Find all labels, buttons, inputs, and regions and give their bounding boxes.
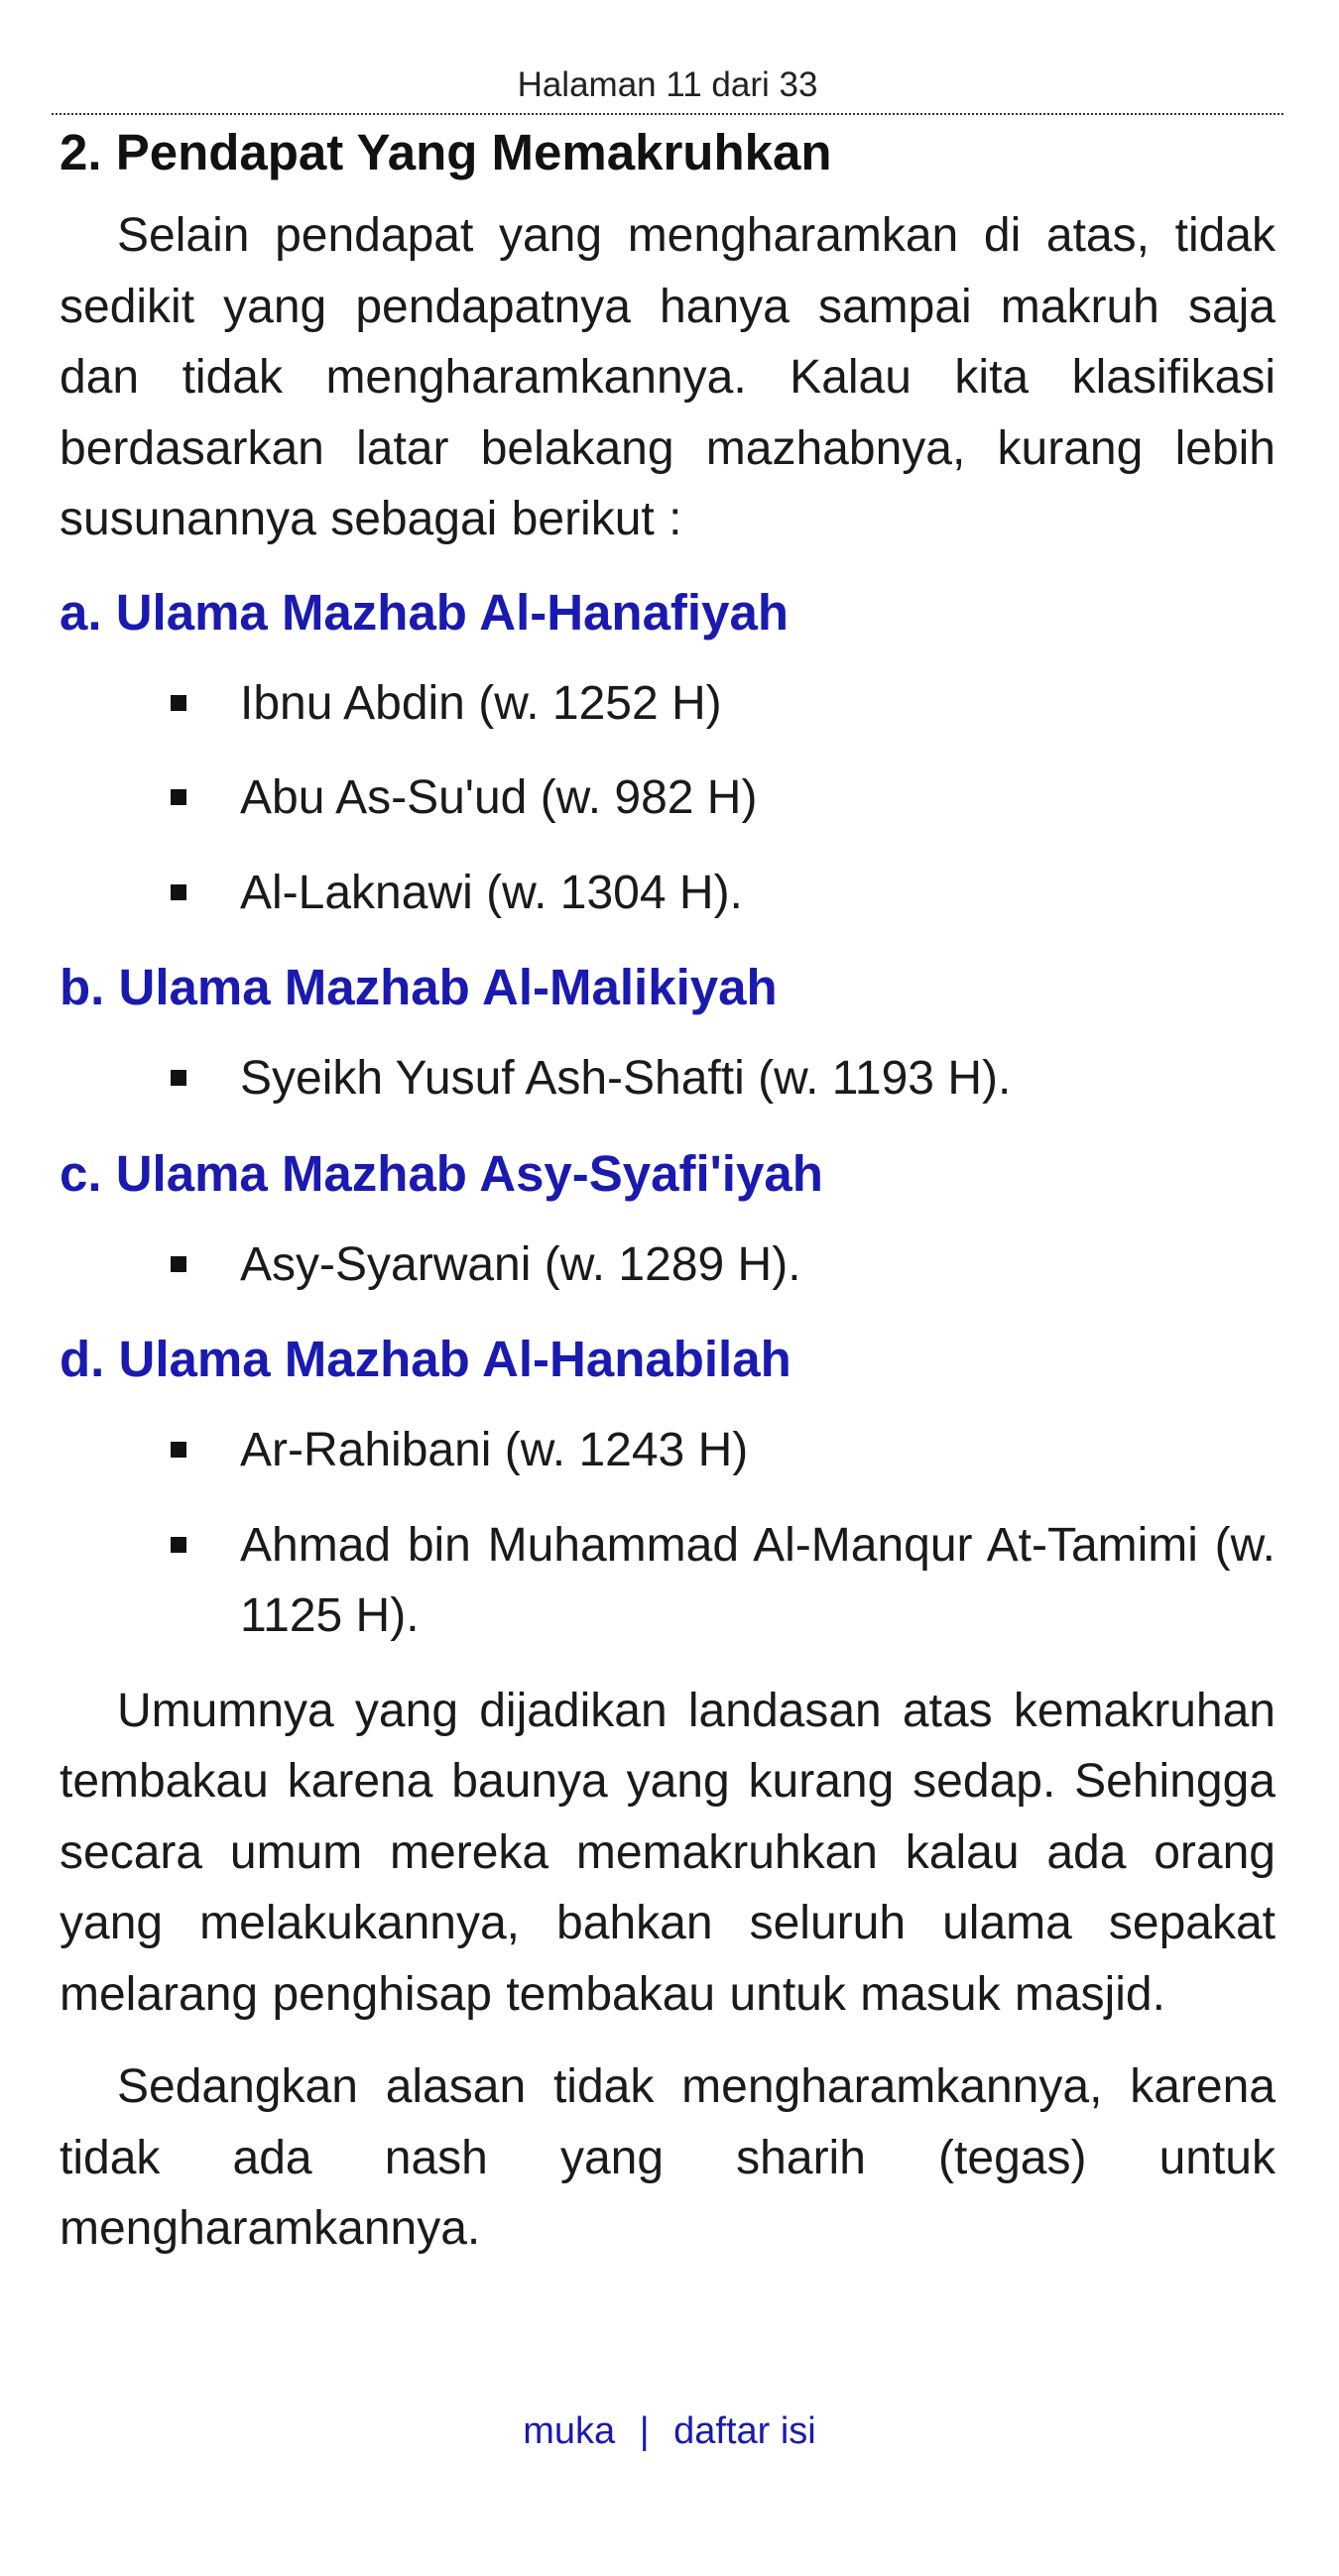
intro-paragraph: Selain pendapat yang mengharamkan di atas, tidak sedikit yang pendapatnya hanya sampai makruh saja dan tidak mengharamkannya. Kalau kita klasifikasi berdasarkan latar belakang mazhabnya, kurang lebih susunannya sebagai berikut : — [60, 209, 1276, 545]
square-bullet-icon — [171, 1442, 186, 1458]
page-indicator: Halaman 11 dari 33 — [52, 58, 1283, 115]
list-hanafiyah — [60, 668, 1276, 929]
list-item-text: Ar-Rahibani (w. 1243 H) — [240, 1424, 749, 1476]
section-title: 2. Pendapat Yang Memakruhkan — [60, 124, 832, 180]
list-item-text: Syeikh Yusuf Ash-Shafti (w. 1193 H). — [240, 1052, 1012, 1105]
nav-separator: | — [639, 2410, 650, 2452]
heading-hanabilah: d. Ulama Mazhab Al-Hanabilah — [60, 1331, 791, 1387]
list-syafiiyah — [60, 1229, 1276, 1301]
list-hanabilah — [60, 1415, 1276, 1652]
list-item-text: Al-Laknawi (w. 1304 H). — [240, 866, 743, 919]
list-item-text: Abu As-Su'ud (w. 982 H) — [240, 771, 758, 824]
list-item — [60, 1229, 1276, 1301]
list-malikiyah — [60, 1043, 1276, 1114]
list-item-text: Ahmad bin Muhammad Al-Manqur At-Tamimi (w. 1125 H). — [240, 1518, 1276, 1642]
square-bullet-icon — [171, 1070, 186, 1086]
footer-navigation — [0, 2403, 1339, 2459]
square-bullet-icon — [171, 884, 186, 900]
list-item — [60, 858, 1276, 929]
reason-paragraph: Umumnya yang dijadikan landasan atas kemakruhan tembakau karena baunya yang kurang sedap. Sehingga secara umum mereka memakruhkan kalau ada orang yang melakukannya, bahkan seluruh ulama sepakat melarang penghisap tembakau untuk masuk masjid. — [60, 1684, 1276, 2021]
list-item — [60, 762, 1276, 834]
list-item — [60, 668, 1276, 740]
list-item — [60, 1043, 1276, 1114]
heading-malikiyah: b. Ulama Mazhab Al-Malikiyah — [60, 959, 778, 1015]
list-item — [60, 1415, 1276, 1486]
conclusion-paragraph: Sedangkan alasan tidak mengharamkannya, karena tidak ada nash yang sharih (tegas) untuk mengharamkannya. — [60, 2060, 1276, 2255]
square-bullet-icon — [171, 789, 186, 805]
list-item — [60, 1510, 1276, 1652]
square-bullet-icon — [171, 1256, 186, 1272]
heading-hanafiyah: a. Ulama Mazhab Al-Hanafiyah — [60, 583, 789, 641]
main-content — [60, 117, 1276, 2265]
home-link[interactable]: muka — [523, 2410, 616, 2452]
square-bullet-icon — [171, 695, 186, 711]
square-bullet-icon — [171, 1537, 186, 1553]
list-item-text: Ibnu Abdin (w. 1252 H) — [240, 676, 722, 730]
table-of-contents-link[interactable]: daftar isi — [673, 2410, 816, 2452]
heading-syafiiyah: c. Ulama Mazhab Asy-Syafi'iyah — [60, 1144, 823, 1202]
list-item-text: Asy-Syarwani (w. 1289 H). — [240, 1237, 801, 1291]
